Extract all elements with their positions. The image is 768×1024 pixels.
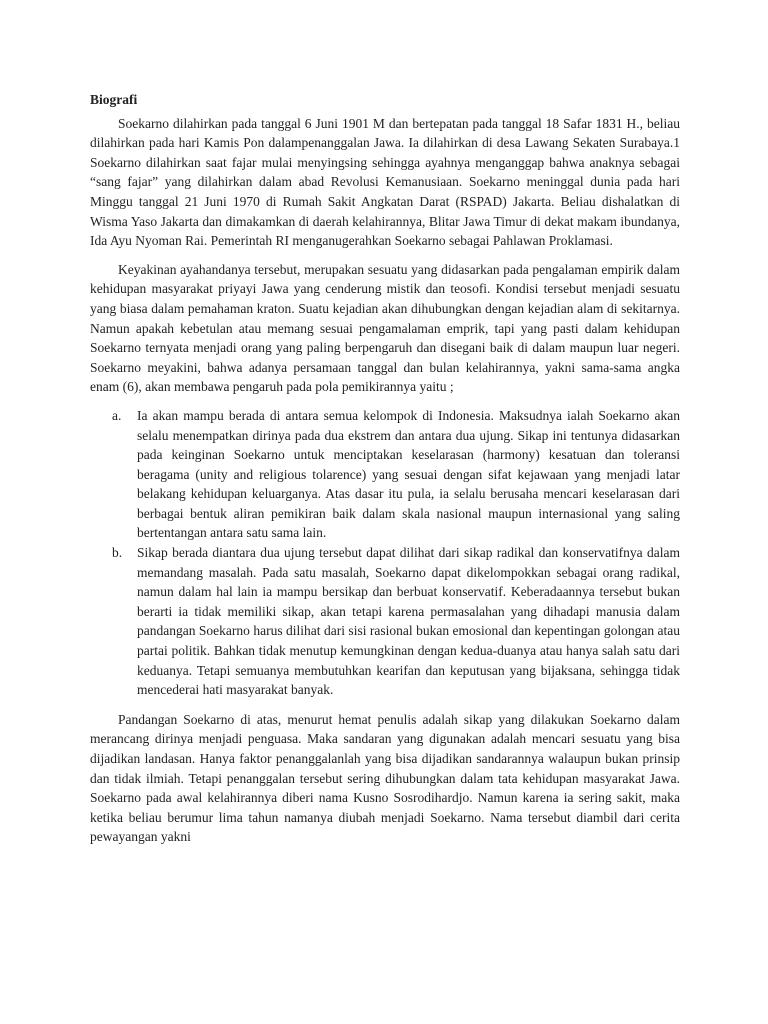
paragraph-belief: Keyakinan ayahandanya tersebut, merupakan sesuatu yang didasarkan pada pengalaman empirik dalam kehidupan masyarakat priyayi Jawa yang cenderung mistik dan teosofi. Kondisi tersebut menjadi sesuatu yang biasa dalam pemahaman kraton. Suatu kejadian akan dihubungkan dengan kejadian alam di sekitarnya. Namun apakah kebetulan atau memang sesuai pengamalaman emprik, tapi yang pasti dalam kehidupan Soekarno ternyata menjadi orang yang paling berpengaruh dan disegani baik di dalam maupun luar negeri. Soekarno meyakini, bahwa adanya persamaan tanggal dan bulan kelahirannya, yakni sama-sama angka enam (6), akan membawa pengaruh pada pola pemikirannya yaitu ; bbox=[90, 261, 680, 395]
list-marker: b. bbox=[112, 545, 123, 561]
paragraph-view: Pandangan Soekarno di atas, menurut hemat penulis adalah sikap yang dilakukan Soekarno dalam merancang dirinya menjadi penguasa. Maka sandaran yang digunakan adalah mencari sesuatu yang bisa dijadikan landasan. Hanya faktor penanggalanlah yang bisa dijadikan sandarannya walaupun bukan prinsip dan tidak ilmiah. Tetapi penanggalan tersebut sering dihubungkan dalam tata kehidupan masyarakat Jawa. Soekarno pada awal kelahirannya diberi nama Kusno Sosrodihardjo. Namun karena ia sering sakit, maka ketika beliau berumur lima tahun namanya diubah menjadi Soekarno. Nama tersebut diambil dari cerita pewayangan yakni bbox=[90, 711, 680, 845]
section-heading: Biografi bbox=[90, 92, 138, 107]
list-item bbox=[90, 406, 680, 543]
numbered-list bbox=[90, 406, 680, 700]
paragraph-birth: Soekarno dilahirkan pada tanggal 6 Juni 1901 M dan bertepatan pada tanggal 18 Safar 1831 H., beliau dilahirkan pada hari Kamis Pon dalampenanggalan Jawa. Ia dilahirkan di desa Lawang Sekaten Surabaya.1 Soekarno dilahirkan saat fajar mulai menyingsing sehingga ayahnya menganggap bahwa anaknya sebagai “sang fajar” yang dilahirkan dalam abad Revolusi Kemanusiaan. Soekarno meninggal dunia pada hari Minggu tanggal 21 Juni 1970 di Rumah Sakit Angkatan Darat (RSPAD) Jakarta. Beliau dishalatkan di Wisma Yaso Jakarta dan dimakamkan di daerah kelahirannya, Blitar Jawa Timur di dekat makam ibundanya, Ida Ayu Nyoman Rai. Pemerintah RI menganugerahkan Soekarno sebagai Pahlawan Proklamasi. bbox=[90, 115, 680, 249]
list-item-text: Sikap berada diantara dua ujung tersebut dapat dilihat dari sikap radikal dan konservatifnya dalam memandang masalah. Pada satu masalah, Soekarno dapat dikelompokkan sebagai orang radikal, namun dalam hal lain ia mampu bersikap dan berbuat konservatif. Keberadaannya tersebut bukan berarti ia tidak memiliki sikap, akan tetapi karena permasalahan yang dihadapi manusia dalam pandangan Soekarno harus dilihat dari sisi rasional bukan emosional dan kepentingan golongan atau partai politik. Bahkan tidak menutup kemungkinan dengan kedua-duanya atau hanya salah satu dari keduanya. Tetapi semuanya membutuhkan kearifan dan keputusan yang bijaksana, sehingga tidak mencederai hati masyarakat banyak. bbox=[137, 545, 680, 698]
list-item-text: Ia akan mampu berada di antara semua kelompok di Indonesia. Maksudnya ialah Soekarno akan selalu menempatkan dirinya pada dua ekstrem dan antara dua ujung. Sikap ini tentunya didasarkan pada keinginan Soekarno untuk menciptakan keselarasan (harmony) kesatuan dan toleransi beragama (unity and religious tolarence) yang sesuai dengan sifat kejawaan yang menjadi latar belakang kehidupan keluarganya. Atas dasar itu pula, ia selalu berusaha mencari keselarasan dari berbagai bentuk aliran pemikiran baik dalam skala nasional maupun internasional yang saling bertentangan antara satu sama lain. bbox=[137, 407, 680, 541]
list-marker: a. bbox=[112, 407, 122, 423]
list-item bbox=[90, 543, 680, 700]
document-page bbox=[90, 90, 680, 856]
